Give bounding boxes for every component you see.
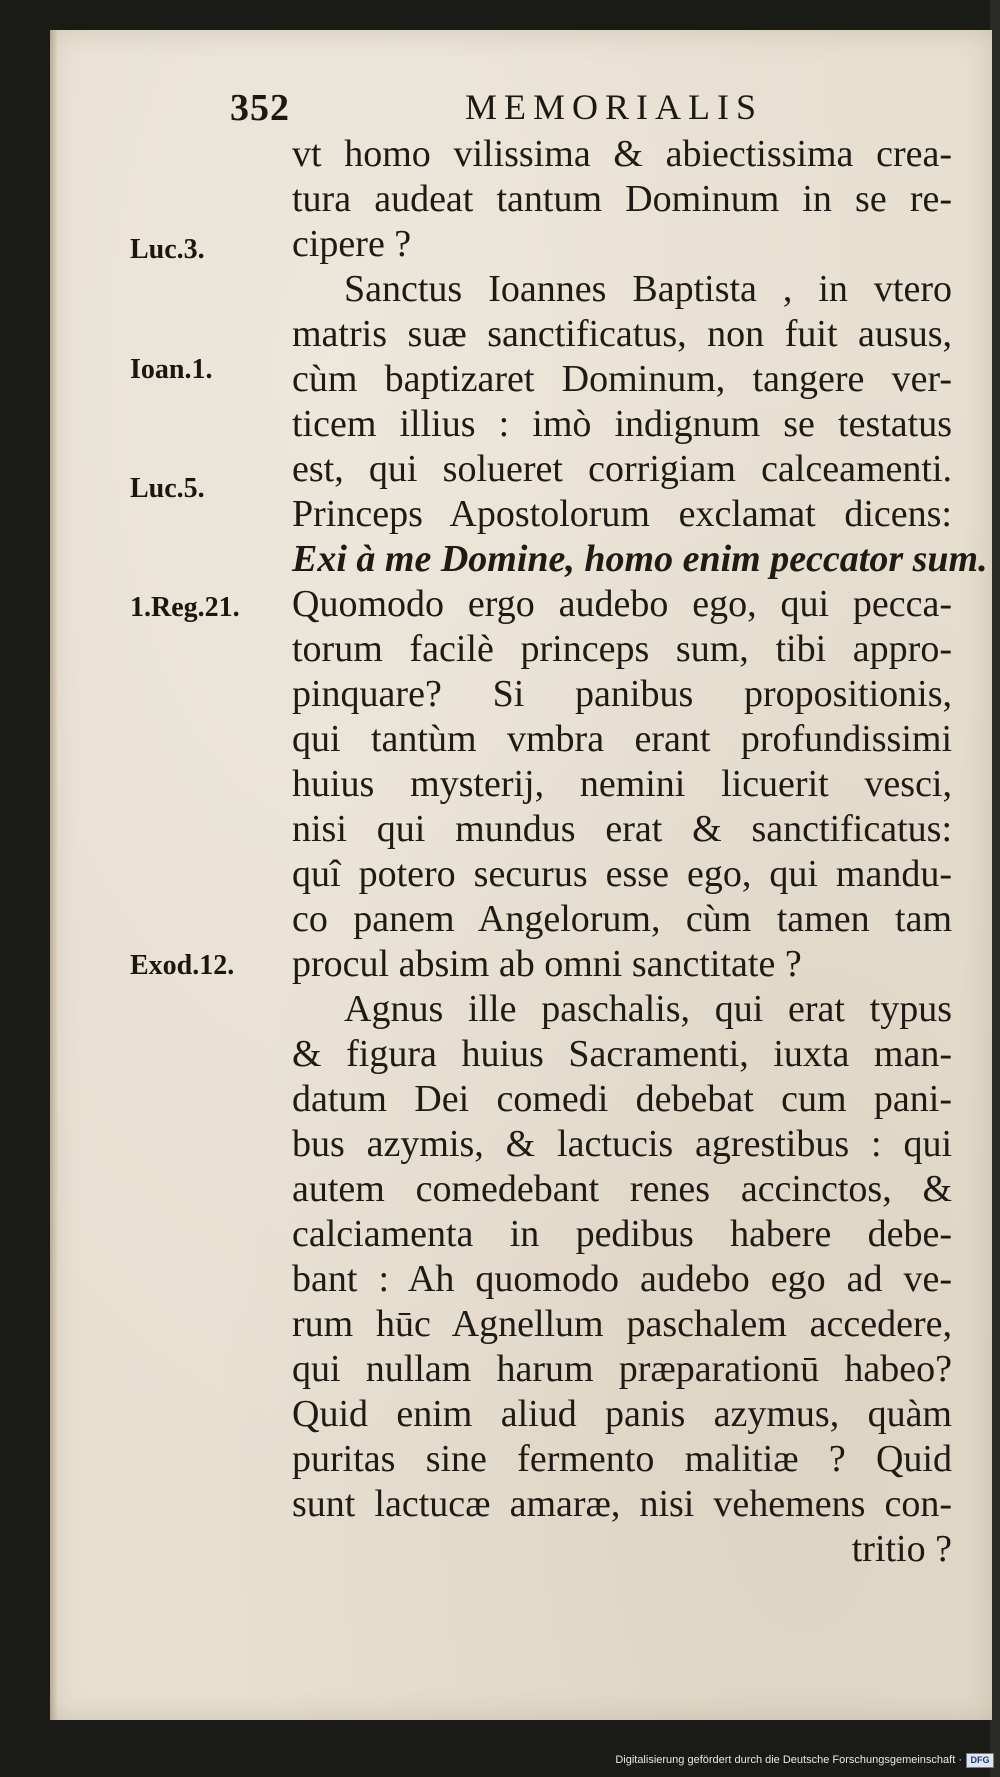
text-line: Sanctus Ioannes Baptista , in vtero (344, 268, 952, 310)
margin-note: Luc.3. (130, 234, 205, 265)
text-line: pinquare? Si panibus propositionis, (292, 673, 952, 715)
text-line: & figura huius Sacramenti, iuxta man- (292, 1033, 952, 1075)
text-line: vt homo vilissima & abiectissima crea- (292, 133, 952, 175)
text-line: ticem illius : imò indignum se testatus (292, 403, 952, 445)
text-line: bant : Ah quomodo audebo ego ad ve- (292, 1258, 952, 1300)
text-line: procul absim ab omni sanctitate ? (292, 943, 802, 985)
text-line: rum hūc Agnellum paschalem accedere, (292, 1303, 952, 1345)
text-line: cipere ? (292, 223, 412, 265)
text-line: Princeps Apostolorum exclamat dicens: (292, 493, 952, 535)
margin-note: Exod.12. (130, 950, 235, 981)
text-line: bus azymis, & lactucis agrestibus : qui (292, 1123, 952, 1165)
dfg-logo-icon: DFG (966, 1753, 994, 1768)
text-line: qui nullam harum præparationū habeo? (292, 1348, 952, 1390)
text-line: cùm baptizaret Dominum, tangere ver- (292, 358, 952, 400)
text-line: co panem Angelorum, cùm tamen tam (292, 898, 952, 940)
text-line: calciamenta in pedibus habere debe- (292, 1213, 952, 1255)
text-line: qui tantùm vmbra erant profundissimi (292, 718, 952, 760)
text-line: matris suæ sanctificatus, non fuit ausus, (292, 313, 952, 355)
page-gutter-shadow (50, 30, 58, 1720)
text-line: est, qui solueret corrigiam calceamenti. (292, 448, 952, 490)
text-line: Quomodo ergo audebo ego, qui pecca- (292, 583, 952, 625)
digitization-footer (0, 1750, 1000, 1777)
text-line: Quid enim aliud panis azymus, quàm (292, 1393, 952, 1435)
text-line: datum Dei comedi debebat cum pani- (292, 1078, 952, 1120)
text-line: sunt lactucæ amaræ, nisi vehemens con- (292, 1483, 952, 1525)
text-line: Agnus ille paschalis, qui erat typus (344, 988, 952, 1030)
funding-credit: Digitalisierung gefördert durch die Deutsche Forschungsgemeinschaft · (615, 1754, 962, 1766)
text-line: nisi qui mundus erat & sanctificatus: (292, 808, 952, 850)
margin-note: 1.Reg.21. (130, 592, 240, 623)
margin-note: Ioan.1. (130, 354, 213, 385)
page-number: 352 (230, 87, 290, 129)
text-line: tura audeat tantum Dominum in se re- (292, 178, 952, 220)
scripture-quote: Exi à me Domine, homo enim peccator sum. (292, 538, 988, 580)
text-line: huius mysterij, nemini licuerit vesci, (292, 763, 952, 805)
text-line: torum facilè princeps sum, tibi appro- (292, 628, 952, 670)
text-line: tritio ? (851, 1528, 952, 1570)
page-header (230, 86, 965, 130)
margin-note: Luc.5. (130, 473, 205, 504)
running-head: MEMORIALIS (465, 87, 764, 127)
text-line: autem comedebant renes accinctos, & (292, 1168, 952, 1210)
text-line: quî potero securus esse ego, qui mandu- (292, 853, 952, 895)
text-line: puritas sine fermento malitiæ ? Quid (292, 1438, 952, 1480)
